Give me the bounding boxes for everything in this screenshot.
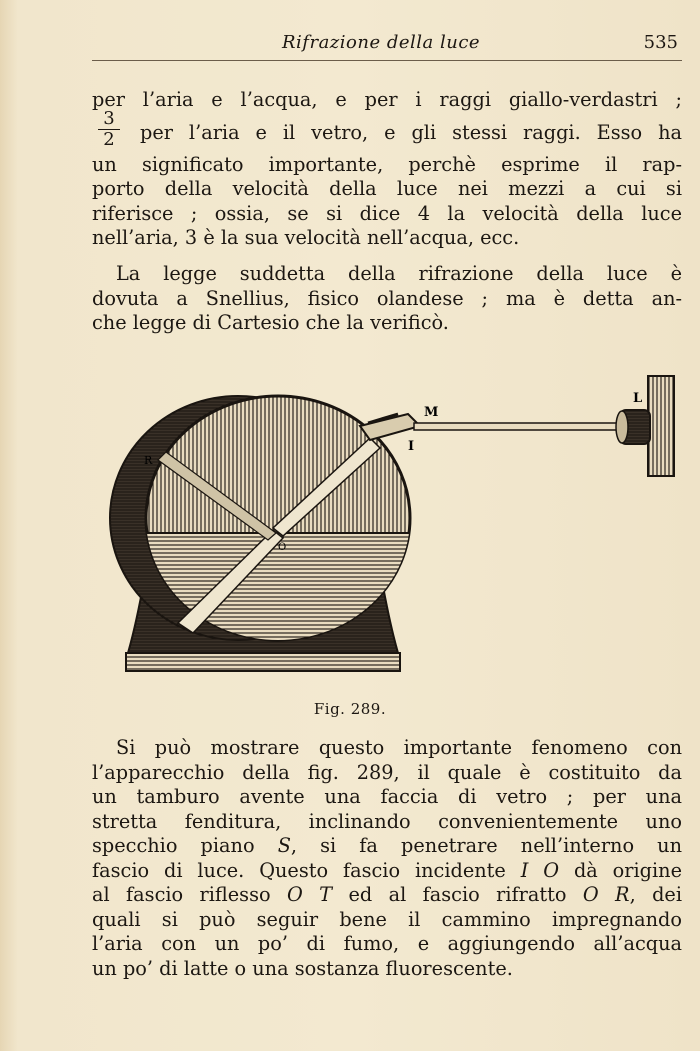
symbol-IO: I O [520,858,560,882]
text-line: quali si può seguir bene il cammino impregnando [92,907,682,931]
lamp-L [616,376,674,476]
text-line [92,834,682,859]
text-line: dovuta a Snellius, fisico olandese ; ma è detta an- [92,286,682,310]
symbol-S: S [277,834,291,857]
text-line: stretta fenditura, inclinando convenientemente uno [92,809,682,833]
text-segment: al fascio riflesso [92,883,271,906]
paragraph-1 [92,88,682,251]
text-line: riferisce ; ossia, se si dice 4 la velocità della luce [92,201,682,225]
text-line: per l’aria e il vetro, e gli stessi raggi. Esso ha [140,120,682,144]
text-line: l’apparecchio della fig. 289, il quale è costituito da [92,760,682,784]
text-line: nell’aria, 3 è la sua velocità nell’acqua, ecc. [92,226,520,249]
text-segment: dà origine [573,858,682,882]
text-line: un po’ di latte o una sostanza fluorescente. [92,956,513,980]
label-R: R [144,454,153,467]
text-line: che legge di Cartesio che la verificò. [92,311,449,334]
text-line: Si può mostrare questo importante fenomeno con [116,736,682,759]
label-I: I [408,439,415,454]
figure-289-drum-apparatus [108,368,683,683]
label-L: L [633,391,643,406]
text-segment: fascio di luce. Questo fascio incidente [92,858,506,882]
text-line: l’aria con un po’ di fumo, e aggiungendo all’acqua [92,932,682,955]
fraction-numerator: 3 [98,109,120,130]
text-line [92,883,682,908]
label-O: O [278,542,287,553]
page-number: 535 [643,32,678,53]
symbol-OT: O T [286,883,333,906]
fraction-denominator: 2 [103,128,115,150]
label-M: M [424,405,439,420]
figure-caption: Fig. 289. [313,700,387,718]
text-segment: ed al fascio rifratto [348,883,567,906]
text-line: un significato importante, perchè esprime il rap- [92,152,682,176]
text-line: porto della velocità della luce nei mezzi a cui si [92,177,682,200]
text-line: La legge suddetta della rifrazione della luce è [116,262,682,285]
paragraph-3 [92,736,682,981]
paragraph-2 [92,262,682,336]
running-title: Rifrazione della luce [282,32,481,53]
symbol-OR: O R [582,883,630,906]
page-header [92,32,682,61]
light-beam [414,423,624,430]
fraction-line [92,107,682,159]
text-segment: , si fa penetrare nell’interno un [290,834,682,857]
text-segment: , dei [629,883,682,906]
text-segment: specchio piano [92,834,255,857]
text-line [92,859,682,884]
text-line: un tamburo avente una faccia di vetro ; per una [92,785,682,808]
text-line: per l’aria e l’acqua, e per i raggi giallo-verdastri ; [92,88,682,111]
fraction [98,109,120,150]
